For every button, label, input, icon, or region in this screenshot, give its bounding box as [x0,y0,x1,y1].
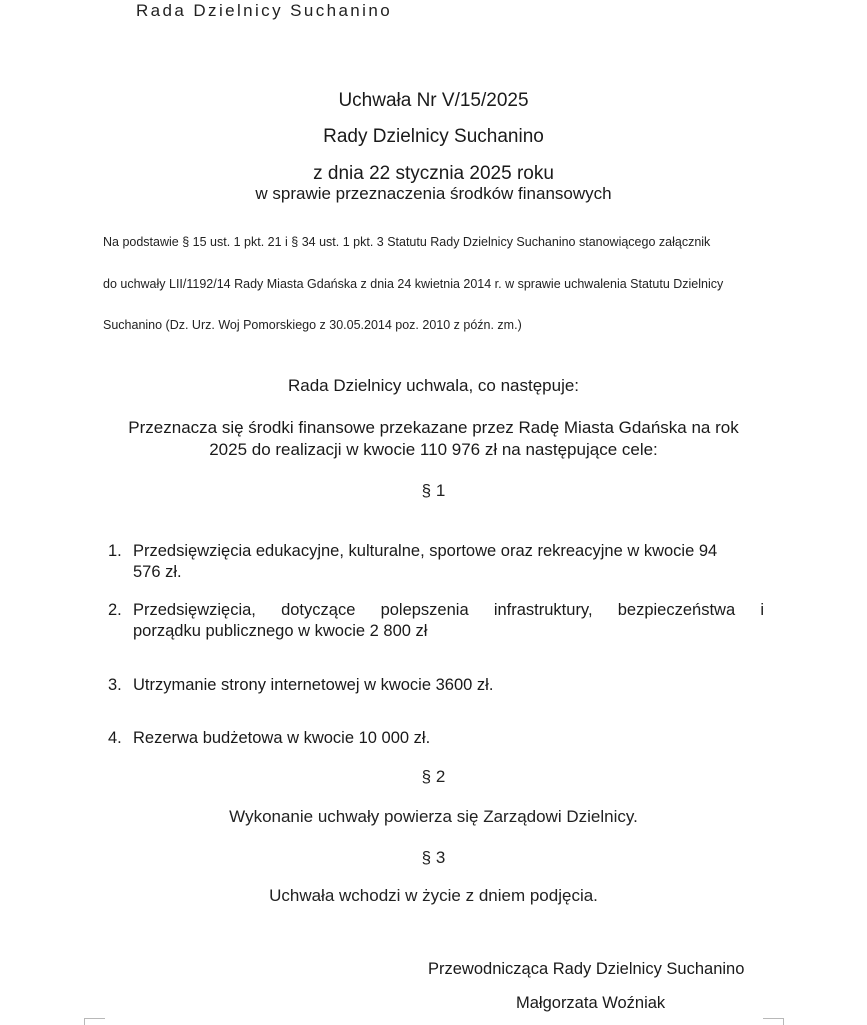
list-item-number: 4. [108,729,122,747]
legal-basis-line-3: Suchanino (Dz. Urz. Woj Pomorskiego z 30.05.2014 poz. 2010 z późn. zm.) [103,318,522,332]
list-item-text-continuation: 576 zł. [133,563,182,581]
list-item-text [133,599,764,621]
list-item-text: Rezerwa budżetowa w kwocie 10 000 zł. [133,729,431,747]
resolution-subject: w sprawie przeznaczenia środków finansowych [255,184,612,203]
list-item-number: 1. [108,542,122,560]
intro-line-2: 2025 do realizacji w kwocie 110 976 zł na następujące cele: [209,440,658,459]
list-item-text: Przedsięwzięcia edukacyjne, kulturalne, sportowe oraz rekreacyjne w kwocie 94 [133,542,718,560]
execution-clause: Wykonanie uchwały powierza się Zarządowi Dzielnicy. [229,807,638,826]
intro-line-1: Przeznacza się środki finansowe przekazane przez Radę Miasta Gdańska na rok [128,418,739,437]
resolves-heading: Rada Dzielnicy uchwala, co następuje: [287,376,580,395]
paragraph-1-heading: § 1 [421,481,446,500]
document-header: Rada Dzielnicy Suchanino [136,1,393,20]
resolution-issuer: Rady Dzielnicy Suchanino [323,126,544,147]
paragraph-3-heading: § 3 [421,848,446,867]
signature-name: Małgorzata Woźniak [516,994,666,1012]
signature-title: Przewodnicząca Rady Dzielnicy Suchanino [428,960,745,978]
resolution-date: z dnia 22 stycznia 2025 roku [313,163,554,184]
list-item-text-continuation: porządku publicznego w kwocie 2 800 zł [133,622,428,640]
word: polepszenia [380,601,469,619]
word: Przedsięwzięcia, [133,601,256,619]
legal-basis-line-2: do uchwały LII/1192/14 Rady Miasta Gdańska z dnia 24 kwietnia 2014 r. w sprawie uchwalenia Statutu Dzielnicy [103,277,724,291]
legal-basis-line-1: Na podstawie § 15 ust. 1 pkt. 21 i § 34 ust. 1 pkt. 3 Statutu Rady Dzielnicy Suchanino stanowiącego załącznik [103,235,711,249]
word: bezpieczeństwa [617,601,736,619]
word: infrastruktury, [493,601,593,619]
resolution-number: Uchwała Nr V/15/2025 [338,90,529,111]
word: i [760,601,764,619]
word: dotyczące [281,601,356,619]
effective-clause: Uchwała wchodzi w życie z dniem podjęcia. [269,886,598,905]
paragraph-2-heading: § 2 [421,767,446,786]
list-item-number: 3. [108,676,122,694]
list-item-text: Utrzymanie strony internetowej w kwocie 3600 zł. [133,676,494,694]
list-item-number: 2. [108,601,122,619]
